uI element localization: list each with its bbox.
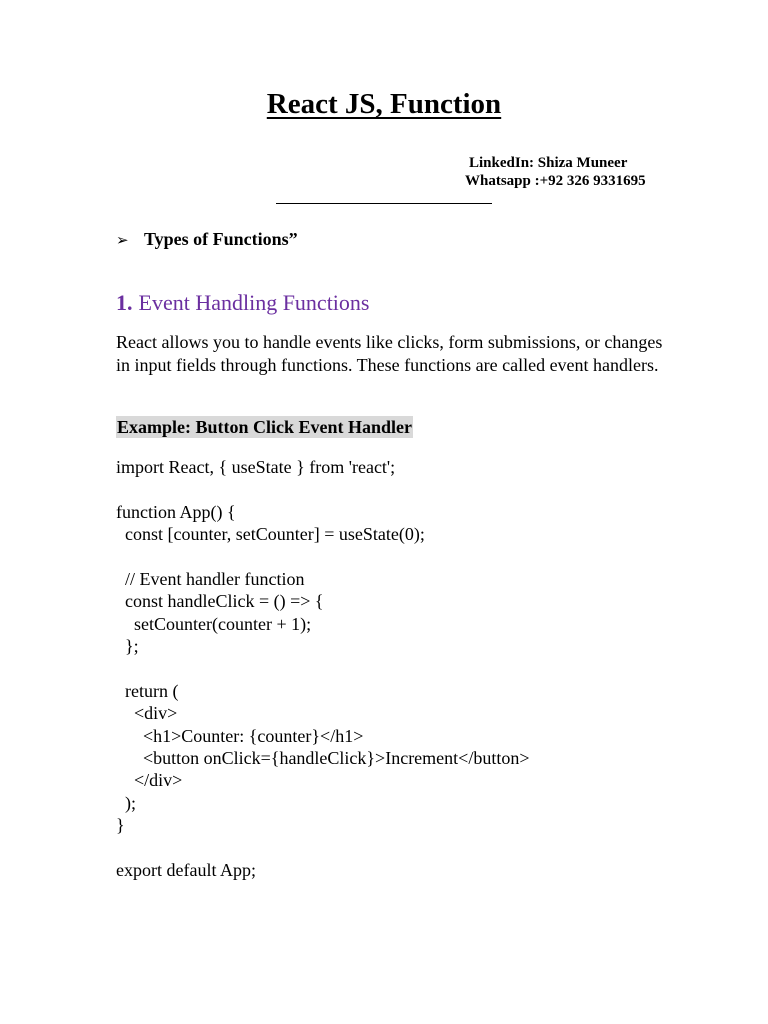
code-line: <button onClick={handleClick}>Increment</button> bbox=[116, 748, 530, 769]
linkedin-contact: LinkedIn: Shiza Muneer bbox=[469, 155, 628, 171]
code-line: ); bbox=[116, 792, 136, 813]
arrow-bullet-icon: ➢ bbox=[116, 231, 129, 249]
code-line: // Event handler function bbox=[116, 568, 305, 589]
code-line: return ( bbox=[116, 680, 179, 701]
code-line: }; bbox=[116, 636, 139, 657]
code-line: export default App; bbox=[116, 860, 256, 881]
code-line: function App() { bbox=[116, 501, 236, 522]
code-line bbox=[116, 658, 529, 680]
intro-paragraph: React allows you to handle events like clicks, form submissions, or changes in input fields through functions. These functions are called event handlers. bbox=[116, 332, 663, 375]
section-title: Event Handling Functions bbox=[138, 290, 370, 315]
code-line: setCounter(counter + 1); bbox=[116, 613, 312, 634]
page-title: React JS, Function bbox=[266, 88, 502, 120]
code-line: <h1>Counter: {counter}</h1> bbox=[116, 725, 364, 746]
code-line: } bbox=[116, 815, 125, 836]
code-line bbox=[116, 837, 529, 859]
code-line: const [counter, setCounter] = useState(0); bbox=[116, 524, 425, 545]
code-line bbox=[116, 546, 529, 568]
section-number: 1. bbox=[116, 290, 133, 315]
code-block bbox=[116, 456, 529, 881]
section-heading bbox=[116, 289, 369, 317]
code-line: const handleClick = () => { bbox=[116, 591, 324, 612]
divider-line bbox=[276, 203, 492, 204]
bullet-item bbox=[116, 228, 298, 251]
code-line: import React, { useState } from 'react'; bbox=[116, 457, 396, 477]
example-label: Example: Button Click Event Handler bbox=[117, 417, 413, 437]
code-line bbox=[116, 478, 529, 500]
bullet-text: Types of Functions” bbox=[144, 229, 298, 249]
code-line: </div> bbox=[116, 770, 183, 791]
code-line: <div> bbox=[116, 703, 178, 724]
whatsapp-contact: Whatsapp :+92 326 9331695 bbox=[465, 173, 646, 189]
